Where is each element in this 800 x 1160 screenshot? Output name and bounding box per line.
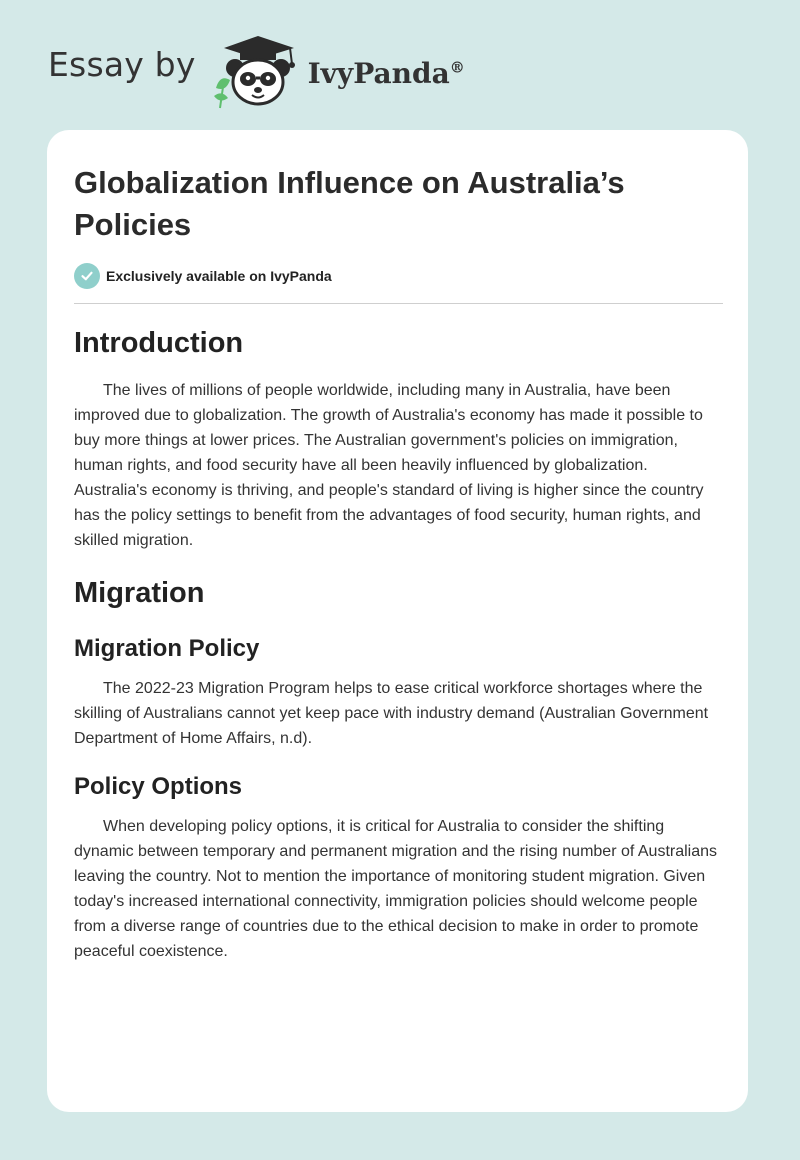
title-divider xyxy=(74,303,723,304)
subheading-policy-options: Policy Options xyxy=(74,773,243,800)
subheading-migration-policy: Migration Policy xyxy=(74,635,260,662)
registered-mark: ® xyxy=(449,58,465,77)
brand-name: IvyPanda® xyxy=(307,56,465,90)
check-circle-icon xyxy=(74,263,100,289)
brand-prefix: Essay by xyxy=(48,44,196,84)
section-heading-introduction: Introduction xyxy=(74,327,244,359)
panda-graduate-icon xyxy=(210,30,302,110)
essay-card xyxy=(47,130,748,1112)
policy-options-paragraph: When developing policy options, it is critical for Australia to consider the shifting dynamic between temporary and permanent migration and the rising number of Australians leaving the country. Not to mention the importance of monitoring student migration. Given today's increased international connectivity, immigration policies should welcome people from a diverse range of countries due to the ethical decision to make in order to promote peaceful coexistence. xyxy=(74,818,718,960)
exclusive-badge xyxy=(74,263,332,289)
document-title: Globalization Influence on Australia’s Policies xyxy=(74,165,625,242)
introduction-paragraph: The lives of millions of people worldwide, including many in Australia, have been improved due to globalization. The growth of Australia's economy has made it possible to buy more things at lower prices. The Australian government's policies on immigration, human rights, and food security have all been heavily influenced by globalization. Australia's economy is thriving, and people's standard of living is higher since the country has the policy settings to benefit from the advantages of food security, human rights, and skilled migration. xyxy=(74,382,704,549)
essay-content xyxy=(74,325,724,964)
brand-header[interactable] xyxy=(48,30,465,110)
badge-text: Exclusively available on IvyPanda xyxy=(106,268,332,284)
migration-policy-paragraph: The 2022-23 Migration Program helps to ease critical workforce shortages where the skilling of Australians cannot yet keep pace with industry demand (Australian Government Department of Home Affairs, n.d). xyxy=(74,680,709,747)
section-heading-migration: Migration xyxy=(74,577,205,609)
